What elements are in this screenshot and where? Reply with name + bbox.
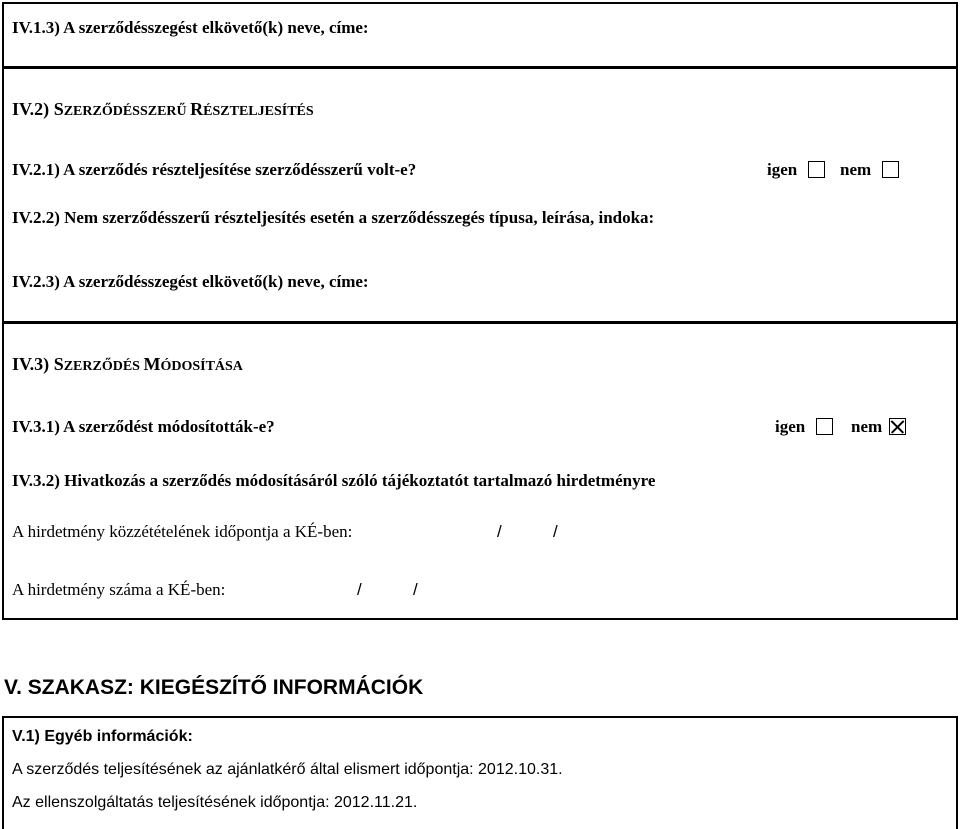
iv2-q1-yes-label: igen <box>767 160 798 179</box>
iv3-date-slash-1: / <box>497 522 502 541</box>
section-v-heading: V. SZAKASZ: KIEGÉSZÍTŐ INFORMÁCIÓK <box>4 676 424 699</box>
iv2-heading: IV.2) SZERZŐDÉSSZERŰ RÉSZTELJESÍTÉS <box>12 99 314 119</box>
iv2-q1-yes-checkbox[interactable] <box>808 161 825 178</box>
iv3-number-label: A hirdetmény száma a KÉ-ben: <box>12 580 226 599</box>
iv2-q3-label: IV.2.3) A szerződésszegést elkövető(k) neve, címe: <box>12 272 369 291</box>
iv3-q1-yes-label: igen <box>775 417 806 436</box>
iv2-q1-label: IV.2.1) A szerződés részteljesítése szerződésszerű volt-e? <box>12 160 417 179</box>
iv3-number-slash-1: / <box>357 580 362 599</box>
iv2-q2-label: IV.2.2) Nem szerződésszerű részteljesítés esetén a szerződésszegés típusa, leírása, indoka: <box>12 208 655 227</box>
v-line-2: Az ellenszolgáltatás teljesítésének időpontja: 2012.11.21. <box>12 794 418 811</box>
iv3-q1-no-checkbox-checked[interactable] <box>889 418 906 435</box>
iv3-q1-label: IV.3.1) A szerződést módosították-e? <box>12 417 275 436</box>
iv3-date-label: A hirdetmény közzétételének időpontja a KÉ-ben: <box>12 522 353 541</box>
iv2-q1-no-checkbox[interactable] <box>882 161 899 178</box>
iv3-q2-label: IV.3.2) Hivatkozás a szerződés módosításáról szóló tájékoztatót tartalmazó hirdetményre <box>12 471 656 490</box>
v1-label: V.1) Egyéb információk: <box>12 728 193 745</box>
iv3-heading: IV.3) SZERZŐDÉS MÓDOSÍTÁSA <box>12 354 243 374</box>
iv3-number-slash-2: / <box>413 580 418 599</box>
iv2-q1-no-label: nem <box>840 160 872 179</box>
v-line-1: A szerződés teljesítésének az ajánlatkérő által elismert időpontja: 2012.10.31. <box>12 761 563 778</box>
iv3-date-slash-2: / <box>553 522 558 541</box>
iv3-q1-yes-checkbox[interactable] <box>816 418 833 435</box>
iv13-label: IV.1.3) A szerződésszegést elkövető(k) neve, címe: <box>12 18 369 37</box>
iv3-q1-no-label: nem <box>851 417 883 436</box>
